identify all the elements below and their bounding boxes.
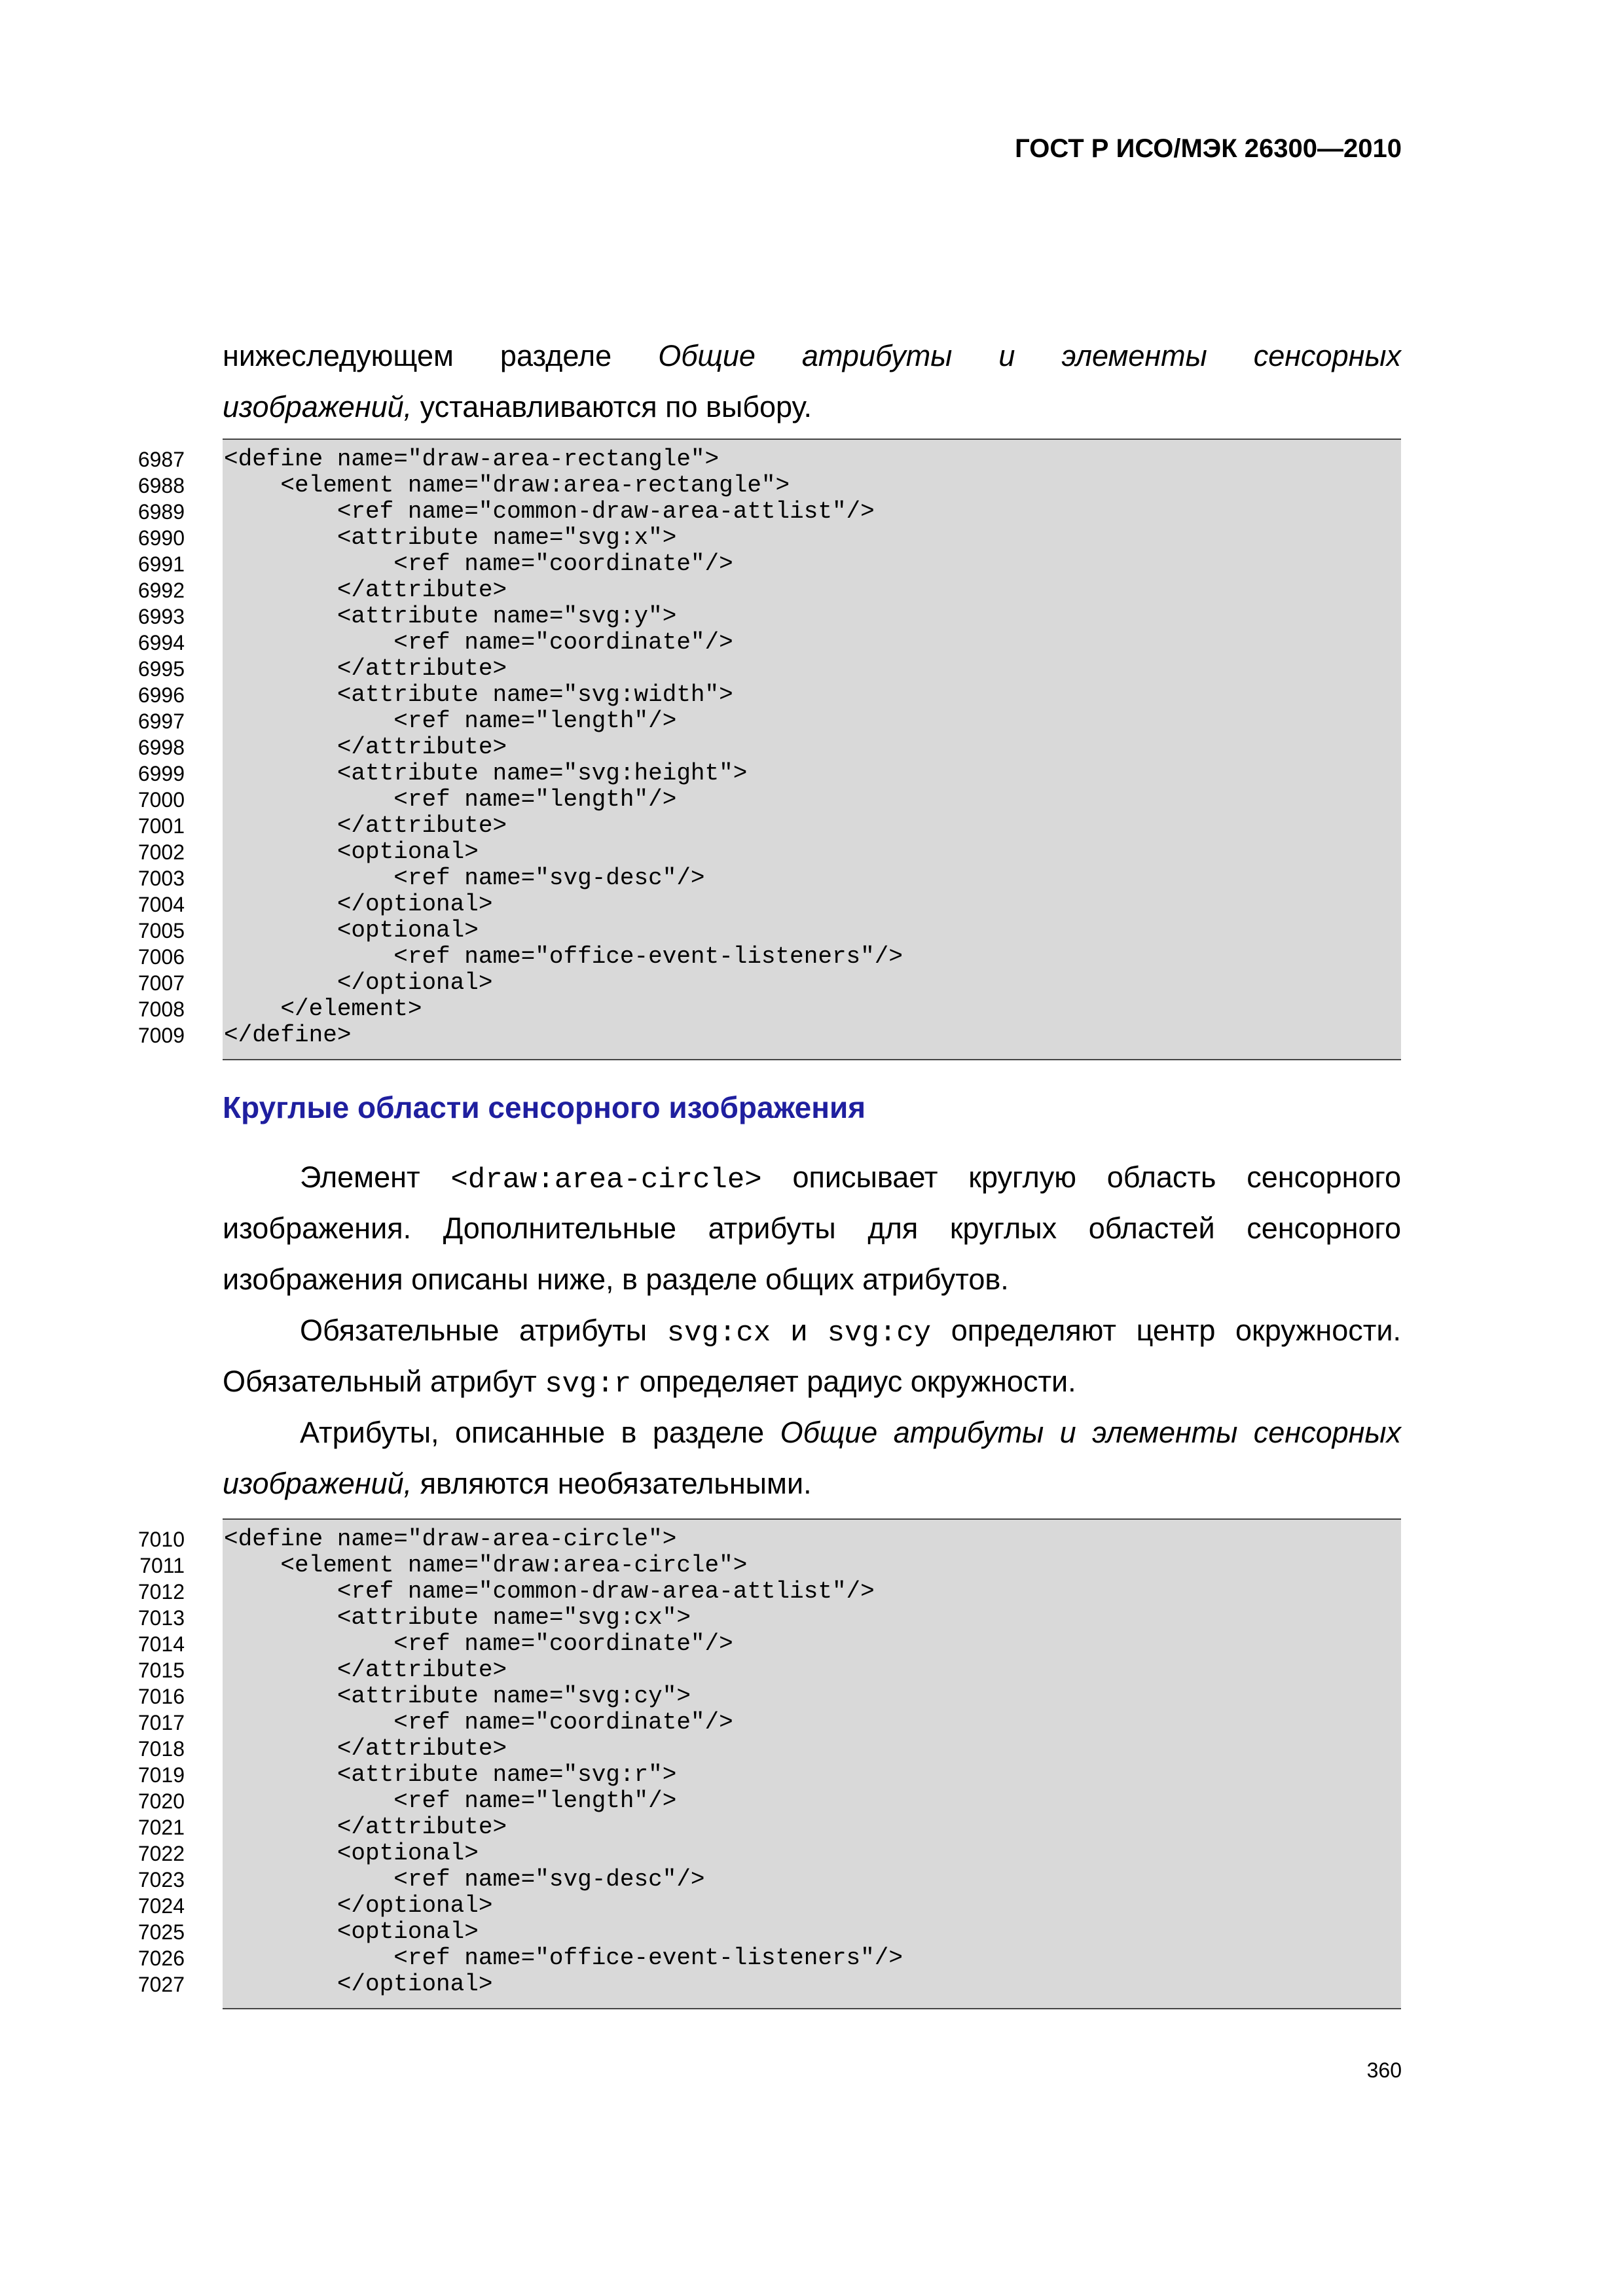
code-text: </attribute>	[224, 734, 507, 761]
line-number: 7005	[137, 919, 185, 942]
line-number: 7021	[137, 1816, 185, 1839]
code-text: </define>	[224, 1022, 352, 1049]
code-line	[132, 551, 1401, 577]
line-number: 7007	[137, 971, 185, 995]
code-text: </optional>	[224, 1971, 493, 1998]
line-number: 7023	[137, 1868, 185, 1892]
text: Атрибуты, описанные в разделе	[300, 1416, 780, 1449]
code-line	[132, 446, 1401, 473]
line-number: 7004	[137, 893, 185, 916]
text: определяет радиус окружности.	[631, 1365, 1076, 1398]
intro-word: Общие	[658, 339, 756, 372]
code-text: <ref name="length"/>	[224, 1787, 677, 1814]
code-text: <attribute name="svg:width">	[224, 681, 733, 708]
code-line	[132, 761, 1401, 787]
code-line	[132, 1631, 1401, 1657]
line-number: 7016	[137, 1685, 185, 1708]
code-text: <define name="draw-area-circle">	[224, 1526, 677, 1552]
line-number: 7022	[137, 1842, 185, 1865]
code-text: </attribute>	[224, 1814, 507, 1840]
text: Обязательный атрибут	[223, 1365, 545, 1398]
line-number: 7018	[137, 1737, 185, 1761]
line-number: 6993	[137, 605, 185, 628]
code-line	[132, 1552, 1401, 1579]
inline-code: svg:r	[545, 1368, 632, 1401]
code-line	[132, 1867, 1401, 1893]
code-line	[132, 1840, 1401, 1867]
line-number: 6992	[137, 579, 185, 602]
code-text: <ref name="coordinate"/>	[224, 550, 733, 577]
line-number: 6997	[137, 709, 185, 733]
code-line	[132, 1893, 1401, 1919]
line-number: 7011	[139, 1554, 185, 1577]
line-number: 7002	[137, 840, 185, 864]
text: описывает круглую область сенсорного	[761, 1160, 1402, 1194]
intro-line-1	[223, 331, 1401, 382]
code-text: </attribute>	[224, 1657, 507, 1683]
line-number: 7001	[137, 814, 185, 838]
body-p3-line-1	[223, 1407, 1401, 1458]
code-text: <attribute name="svg:cx">	[224, 1604, 691, 1631]
line-number: 7027	[137, 1973, 185, 1996]
line-number: 7008	[137, 997, 185, 1021]
code-line	[132, 734, 1401, 761]
body-p1-line-2: изображения. Дополнительные атрибуты для круглых областей сенсорного	[223, 1211, 1401, 1245]
line-number: 7020	[137, 1789, 185, 1813]
code-text: </optional>	[224, 891, 493, 918]
code-text: <ref name="coordinate"/>	[224, 1630, 733, 1657]
code-line	[132, 682, 1401, 708]
code-text: </attribute>	[224, 1735, 507, 1762]
code-text: </attribute>	[224, 812, 507, 839]
line-number: 6994	[137, 631, 185, 655]
code-text: <attribute name="svg:y">	[224, 603, 677, 630]
code-line	[132, 525, 1401, 551]
line-number: 6998	[137, 736, 185, 759]
code-line	[132, 708, 1401, 734]
code-text: </element>	[224, 996, 422, 1022]
code-text: <ref name="svg-desc"/>	[224, 1866, 705, 1893]
body-p2-line-1	[223, 1305, 1401, 1359]
line-number: 7017	[137, 1711, 185, 1734]
code-block-rectangle	[132, 439, 1401, 1060]
line-number: 6995	[137, 657, 185, 681]
code-line	[132, 1605, 1401, 1631]
code-text: <optional>	[224, 917, 479, 944]
code-line	[132, 1657, 1401, 1683]
code-text: <optional>	[224, 1840, 479, 1867]
code-text: <ref name="coordinate"/>	[224, 1709, 733, 1736]
code-line	[132, 473, 1401, 499]
code-text: <attribute name="svg:height">	[224, 760, 748, 787]
text: Обязательные атрибуты	[300, 1314, 667, 1347]
line-number: 6990	[137, 526, 185, 550]
page-number: 360	[1366, 2058, 1402, 2082]
line-number: 6991	[137, 552, 185, 576]
line-number: 6989	[137, 500, 185, 524]
code-line	[132, 1736, 1401, 1762]
code-line	[132, 1526, 1401, 1552]
section-title: Круглые области сенсорного изображения	[223, 1090, 866, 1124]
intro-italic: изображений,	[223, 390, 412, 423]
code-text: <ref name="common-draw-area-attlist"/>	[224, 498, 875, 525]
intro-word: элементы	[1061, 339, 1207, 372]
code-text: <optional>	[224, 1918, 479, 1945]
code-text: <ref name="svg-desc"/>	[224, 865, 705, 891]
code-text: </optional>	[224, 969, 493, 996]
code-line	[132, 1788, 1401, 1814]
line-number: 7025	[137, 1920, 185, 1944]
intro-word: и	[998, 339, 1015, 372]
line-number: 6996	[137, 683, 185, 707]
code-line	[132, 1579, 1401, 1605]
code-text: </optional>	[224, 1892, 493, 1919]
code-text: <element name="draw:area-circle">	[224, 1552, 748, 1579]
code-line	[132, 1945, 1401, 1971]
code-line	[132, 944, 1401, 970]
code-text: <attribute name="svg:r">	[224, 1761, 677, 1788]
text: являются необязательными.	[412, 1467, 812, 1500]
code-text: <ref name="coordinate"/>	[224, 629, 733, 656]
inline-code: <draw:area-circle>	[450, 1164, 762, 1196]
code-text: <ref name="office-event-listeners"/>	[224, 1945, 903, 1971]
code-text: </attribute>	[224, 577, 507, 603]
body-p1-line-3: изображения описаны ниже, в разделе общих атрибутов.	[223, 1263, 1009, 1296]
code-line	[132, 1683, 1401, 1710]
intro-word: разделе	[500, 339, 612, 372]
line-number: 7012	[137, 1580, 185, 1604]
body-p1-line-1	[223, 1152, 1401, 1206]
line-number: 6987	[137, 448, 185, 471]
code-line	[132, 499, 1401, 525]
inline-code: svg:cy	[827, 1317, 932, 1350]
intro-rest: устанавливаются по выбору.	[412, 390, 812, 423]
line-number: 7019	[137, 1763, 185, 1787]
code-text: </attribute>	[224, 655, 507, 682]
code-line	[132, 603, 1401, 630]
code-text: <optional>	[224, 838, 479, 865]
italic-text: Общие атрибуты и элементы сенсорных	[780, 1416, 1402, 1449]
code-line	[132, 839, 1401, 865]
code-text: <define name="draw-area-rectangle">	[224, 446, 720, 473]
line-number: 7009	[137, 1024, 185, 1047]
code-text: <attribute name="svg:cy">	[224, 1683, 691, 1710]
code-line	[132, 1022, 1401, 1049]
line-number: 7024	[137, 1894, 185, 1918]
code-line	[132, 891, 1401, 918]
code-text: <ref name="length"/>	[224, 786, 677, 813]
code-line	[132, 630, 1401, 656]
text: и	[771, 1314, 828, 1347]
code-line	[132, 865, 1401, 891]
code-text: <ref name="length"/>	[224, 708, 677, 734]
line-number: 7003	[137, 867, 185, 890]
line-number: 7014	[137, 1632, 185, 1656]
italic-text: изображений,	[223, 1467, 412, 1500]
line-number: 7006	[137, 945, 185, 969]
code-line	[132, 1710, 1401, 1736]
line-number: 6988	[137, 474, 185, 497]
line-number: 7015	[137, 1659, 185, 1682]
intro-line-2	[223, 382, 1401, 433]
body-p2-line-2	[223, 1356, 1401, 1410]
code-line	[132, 787, 1401, 813]
intro-word: нижеследующем	[223, 339, 454, 372]
intro-word: атрибуты	[801, 339, 953, 372]
text: определяют центр окружности.	[931, 1314, 1401, 1347]
code-text: <ref name="office-event-listeners"/>	[224, 943, 903, 970]
line-number: 7013	[137, 1606, 185, 1630]
code-line	[132, 656, 1401, 682]
code-line	[132, 970, 1401, 996]
code-line	[132, 1919, 1401, 1945]
code-text: <ref name="common-draw-area-attlist"/>	[224, 1578, 875, 1605]
code-line	[132, 577, 1401, 603]
line-number: 7026	[137, 1946, 185, 1970]
body-p3-line-2	[223, 1458, 1401, 1509]
code-text: <attribute name="svg:x">	[224, 524, 677, 551]
line-number: 6999	[137, 762, 185, 785]
code-block-circle	[132, 1518, 1401, 2009]
line-number: 7000	[137, 788, 185, 812]
intro-word: сенсорных	[1253, 339, 1401, 372]
code-line	[132, 813, 1401, 839]
code-line	[132, 1971, 1401, 1998]
inline-code: svg:cx	[666, 1317, 771, 1350]
code-line	[132, 918, 1401, 944]
code-line	[132, 1762, 1401, 1788]
code-text: <element name="draw:area-rectangle">	[224, 472, 790, 499]
document-header: ГОСТ Р ИСО/МЭК 26300—2010	[1015, 134, 1402, 163]
text: Элемент	[300, 1160, 451, 1194]
code-line	[132, 996, 1401, 1022]
code-line	[132, 1814, 1401, 1840]
line-number: 7010	[137, 1528, 185, 1551]
